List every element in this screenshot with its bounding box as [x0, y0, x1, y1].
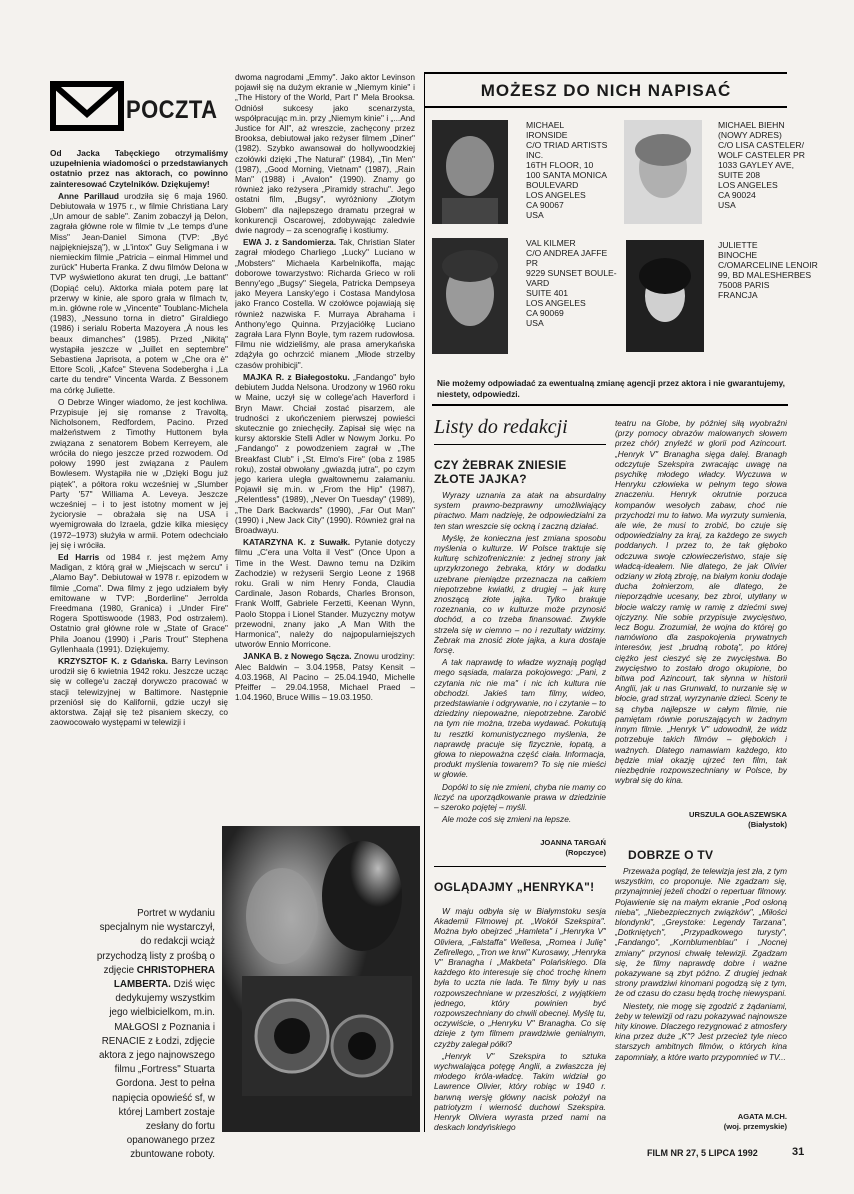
letter-answer: O Debrze Winger wiadomo, że jest kochliwa. Przypisuje jej się romanse z Travoltą, Nicholsonem, Redfordem, Pacino. Przed małżeństwem z Timothy Huttonem była związana z senatorem Bobem Kerreyem, ale wróciła do niego jeszcze przed rozwodem. Od połowy 1990 jest związana z Paulem Bowlesem. Wystąpiła nie w „Dzięki Bogu już piątek", a półtora roku wcześniej w „Slumber Party '57" Williama A. Leveya. Jeszcze wcześniej – i to jest istotny moment w jej życiorysie – obrażała się na USA i wyemigrowała do Izraela, gdzie kilka miesięcy (1972–1973) służyła w armii. Potem odechciało jej się i wróciła.: [50, 396, 228, 550]
article-place: (Ropczyce): [565, 848, 606, 857]
letter-answer: EWA J. z Sandomierza. Tak, Christian Slater zagrał młodego Charlіego „Lucky" Luciano w „Mobsters" Michaela Karbelnikoffa, mając doborowe towarzystwo: Richarda Grieco w roli Benny'ego „Bugsy" Siegela, Patricka Dempseya jako Meyera Lansky'ego i Costasa Mandylosa jako Franco Costella. W czołówce pojawiają się również nazwiska F. Murraya Abrahama i Anthony'ego Quinna. Przyjaciółkę Luciano zagrała Lara Flynn Boyle, tym razem rudowłosa. Filmu nie widzieliśmy, ale prasa amerykańska zdążyła go ochrzcić mianem „Młode strzelby czasów prohibicji".: [235, 237, 415, 370]
actor-photo-ironside: [432, 120, 508, 224]
portrait-icon: [432, 238, 508, 354]
photo-caption: Portret w wydaniu specjalnym nie wystarczył, do redakcji wciąż przychodzą listy z prośbą o zdjęcie CHRISTOPHERA LAMBERTA. Dziś więc dedykujemy wszystkim jego wielbicielkom, m.in. MAŁGOSI z Poznania i RENACIE z Łodzi, zdjęcie aktora z jego najnowszego filmu „Fortress" Stuarta Gordona. Jest to pełna napięcia opowieść sf, w której Lambert zostaje zesłany do fortu opanowanego przez zbuntowane roboty.: [96, 908, 215, 1161]
portrait-icon: [432, 120, 508, 224]
poczta-header: [50, 72, 230, 144]
photo-placeholder-icon: [222, 826, 420, 1132]
horizontal-rule: [434, 866, 606, 867]
letter-answer: dwoma nagrodami „Emmy". Jako aktor Levinson pojawił się na dużym ekranie w „Niemym kinie" i „The History of the World, Part I" Mela Brooksa. Odniósł sukcesy jako scenarzysta, współpracując m.in. przy „Niemym kinie" i „...And Justice for All", aż wreszcie, zachęcony przez Brooksa, debiutował jako reżyser filmem „Diner" (1982). Szybko awansował do hollywoodzkiej czołówki dzięki „The Natural" (1984), „Tin Men" (1987), „Good Morning, Vietnam" (1987), „Rain Man" (1988) i „Avalon" (1990). Znamy go również jako reżysera „Piramidy strachu". Jego ostatni film, „Bugsy", wyróżniony „Złotym Globem" dla najlepszego dramatu przegrał w konkurencji Oscarowej, zdobywając zaledwie dwie nagrody – za scenografię i kostiumy.: [235, 72, 415, 236]
page-number: 31: [792, 1146, 805, 1158]
envelope-icon: [50, 72, 124, 138]
letters-section-title: Listy do redakcji: [434, 416, 568, 438]
portrait-icon: [626, 240, 704, 352]
letter-answer: JANKA B. z Nowego Sącza. Znowu urodziny: Alec Baldwin – 3.04.1958, Patsy Kensit – 4.03.1968, Al Pacino – 25.04.1940, Michelle Pfeiffer – 29.04.1958, Michael Praed – 1.04.1960, Bruce Willis – 19.03.1950.: [235, 651, 415, 703]
column-2: [235, 72, 415, 812]
article-signature: URSZULA GOŁASZEWSKA: [688, 810, 787, 819]
letter-answer: Anne Parillaud urodziła się 6 maja 1960. Debiutowała w 1975 r., w filmie Christiana Lary „Un amour de sable". Zanim zobaczył ją Delon, zagrała główne role w filmie tv „Le temps d'une Miss" Jean-Daniel Simona (TVP: „Być najpiękniejszą"), w „L'intox" Guy Seligmana i w niemieckim filmie „Patricia – einmal Himmel und zurück" Huberta Franka. Z dwu filmów Delona w TVP wyświetlono akurat ten drugi, „Le battant" (Dopiąć celu). Aktorka miała potem parę lat przerwy w kinie, ale sporo grała w filmach tv, m.in. główne role w „Vincente" Toublanc-Michela (1983), „Nessuno torna in dietro" Giraldiego (1986) i serialu Roberta Mazoyera „À nous les beaux dimanches" (1985). Przed „Nikitą" wystąpiła jeszcze w „Juillet en septembre" Sebastiena Japrisota, a potem w „Che ora è" Ettore Scoli, „Kafce" Stevena Sodeberghа i „La carte du tendre" Vincenta Warda. Z Bessonem ma córkę Juliette.: [50, 190, 228, 395]
intro-text: Od Jacka Tabęckiego otrzymaliśmy uzupełnienia wiadomości o przedstawianych ostatnio przez nas aktorach, co powinno zainteresować Czytelników. Dziękujemy!: [50, 148, 228, 189]
actor-photo-kilmer: [432, 238, 508, 354]
article-place: (Białystok): [748, 820, 787, 829]
horizontal-rule: [434, 444, 606, 445]
address-ironside: MICHAEL IRONSIDE C/O TRIAD ARTISTS INC. 16TH FLOOR, 10 100 SANTA MONICA BOULEVARD LOS ANGELES CA 90067 USA: [526, 120, 608, 220]
article-3-body: Przeważa pogląd, że telewizja jest zła, z tym wszystkim, co proponuje. Nie zgadzam się, przynajmniej jeżeli chodzi o repertuar filmowy. Pojawienie się na małym ekranie „Pod osłoną nieba", „Niebezpiecznych związków", „Miłości blondynki", „Greystoke: Legendy Tarzana", „Dotkniętych", „Przypadkowego turysty", „Fandango", „Kornblumenblau" i „Nocnej zmiany" przynosi chwałę telewizji. Zgadzam się, że filmy naprawdę dobre i ważne pokazywane są zbyt późno. Z drugiej jednak strony prawdziwi kinomani pogodzą się z tym, że od czasu do czasu będą trochę niewyspani. Niestety, nie mogę się zgodzić z żądaniami, żeby w telewizji od razu pokazywać najnowsze hity kinowe. Dlaczego rezygnować z atmosfery kina przez duże „K"? Jest przecież tyle nieco starszych ambitnych filmów, o których kina zapomniały, a które warto przypomnieć w TV...: [615, 866, 787, 1062]
actor-photo-biehn: [624, 120, 702, 224]
article-headline: OGLĄDAJMY „HENRYKA"!: [434, 880, 595, 894]
section-title: POCZTA: [126, 96, 218, 124]
article-1-body: Wyrazy uznania za atak na absurdalny system prawno-bezprawny umożliwiający piractwo. Mam nadzieję, że odpowiedzialni za ten stan wreszcie się ockną i zaczną działać. Myślę, że konieczna jest zmiana sposobu myślenia o kulturze. W Polsce traktuje się kulturę schizofrenicznie: z jednej strony jak uprzykrzonego żebraka, który w dodatku uzebrane pieniądze przeznacza na całkiem niepotrzebne kwiatki, z drugiej – jak kurę znoszącą złote jajka. Tylko brakuje rozeznania, co w kulturze może przynosić dochód, a co trzeba finansować. Zwykle strzela się w ciemno – no i rezultaty widzimy. Żebrak ma znosić złote jajka, a kura dostaje forsę. A tak naprawdę to władze wyznają pogląd mego sąsiada, malarza pokojowego: „Pani, z czytania nic nie ma" i nic ich kultura nie obchodzi. Jakieś tam filmy, wideo, przedstawianie i odgrywanie, no i czytanie – to dziedziny niepoważne, niepotrzebne. Zarobić na tym nie można, trzeba wydawać. Pokutują tu resztki komunistycznego myślenia, że naprawdę pracuje się fizycznie, łopatą, a głowa to niepoważna część ciała. Informacja, produkt myślenia towarem? To się nie mieści w głowie. Dopóki to się nie zmieni, chyba nie mamy co liczyć na uporządkowanie prawa w dziedzinie – szeroko pojętej – myśli. Ale może coś się zmieni na lepsze.: [434, 490, 606, 825]
write-to-them-header: MOŻESZ DO NICH NAPISAĆ: [425, 72, 787, 108]
article-2-continued: teatru na Globe, by później siłą wyobraźni (przy pomocy obrazów malowanych słowem przez chór) znyleźć w glorii pod Azincourt. „Henryk V" Branagha sięga dalej. Branagh odczytuje Szekspira zwracając uwagę na psychikę młodego władcy. Wyczuwa w Henryku człowieka w pełnym tego słowa znaczeniu. Henryk okrutnie porzuca kompanów wesołych zabaw, choć nie przychodzi mu to łatwo. Ma wyrzuty sumienia, ale wie, że musi to zrobić, bo czuje się odpowiedzialny za kraj, za każdego ze swych poddanych. I przez to, że tak głęboko odczuwa swoje człowieczeństwo, staje się władcą-ideałem. Nie dlatego, że jak Olivier odziany w złotą zbroję, na białym koniu dodaje ducha żołnierzom, ale dlatego, że nieporządnie ucesany, bez zbroi, utytłany w błocie walczy ramię w ramię z dziećmi swej ojczyzny. Nie sobie przypisuje zwycięstwo, lecz Bogu. Zrozumiał, że wojna do której go namówiono dla zaspokojenia prywatnych interesów, jest „brudną robotą", po której ciężko jest cieszyć się ze zwycięstwa. Bo zwycięstwo to zostało drogo okupione, bo bitwa pod Azincourt, tak słynna w historii Anglii, jak u nas Grunwald, to nurzanie się w błocie, grad strzał, wyrzynanie dzieci. Sceny te są chyba najlepsze w całym filmie, nie pamiętam równie poruszających w żadnym innym filmie. „Henryk V" udowodnił, że widz potrzebuje takich filmów – głębokich i ważnych. Dlatego namawiam każdego, kto będzie miał okazję ujrzeć ten film, tak niezbędnie rozpowszechniany w Polsce, by wybrał się do kina.: [615, 418, 787, 786]
letter-answer: KATARZYNA K. z Suwałk. Pytanie dotyczy filmu „C'era una Volta il Vest" (Once Upon a Time in the West. Dawno temu na Dzikim Zachodzie) w reżyserii Sergio Leone z 1968 roku. Grali w nim Henry Fonda, Claudia Cardinale, Jason Robards, Charles Bronson, Frank Wolff, Gabriele Ferzetti, Keenan Wynn, Paolo Stoppa i Lionel Stander. Muzyczny motyw przewodni, znany jako „A Man With the Harmonica", należy do najpopularniejszych utworów Ennio Morricone.: [235, 537, 415, 650]
address-kilmer: VAL KILMER C/O ANDREA JAFFE PR 9229 SUNSET BOULE- VARD SUITE 401 LOS ANGELES CA 90069 USA: [526, 238, 617, 328]
horizontal-rule: [432, 404, 788, 406]
article-place: (woj. przemyskie): [723, 1122, 787, 1131]
letter-answer: KRZYSZTOF K. z Gdańska. Barry Levinson urodził się 6 kwietnia 1942 roku. Jeszcze ucząc się w college'u zaczął dorywczo pracować w stacji telewizyjnej w Baltimore. Następnie przeniósł się do Kalifornii, gdzie uczył się aktorstwa. Zajął się też pisaniem skeczy, co zaowocowało występami w telewizji i: [50, 655, 228, 728]
article-headline: DOBRZE O TV: [628, 848, 714, 862]
article-2-body: W maju odbyła się w Białymstoku sesja Akademii Filmowej pt. „Wokół Szekspira". Można było obejrzeć „Hamleta" i „Henryka V" Oliviera, „Falstaffa" Wellesa, „Romea i Julię" Zefirellego, „Tron we krwi" Kurosawy, „Henryka V" Branagha i „Makbeta" Polańskiego. Dla każdego kto interesuje się choć trochę kinem była to uczta nie lada. Te filmy były u nas rozpowszechniane w przeszłości, z wyjątkiem jednego, który powinien być rozpowszechniany do chwili obecnej. Myślę tu, oczywiście, o „Henryku V" Branagha. Co się dzieje z tym filmem prawdziwie genialnym, czyżby zalegał półki? „Henryk V" Szekspira to sztuka wychwalająca potęgę Anglii, a zwłaszcza jej młodego króla-władcę. Takim widział go Lawrence Olivier, który robiąc w 1940 r. barwną wersję główny nacisk położył na patriotyzm i wierność duchowi Szekspira. Henryk Oliviera wyrasta przed nami na deskach londyńskiego: [434, 906, 606, 1133]
letter-answer: MAJKA R. z Białegostoku. „Fandango" było debiutem Judda Nelsona. Urodzony w 1960 roku w Maine, uczył się w college'ach Haverford i Bryn Mawr. Chciał zostać pisarzem, ale trudności z ukończeniem pierwszej powieści skutecznie go zniechęciły. Zapisał się więc na kursy aktorskie Stelli Adler w Nowym Jorku. Po „Fandango" z powodzeniem zagrał w „The Breakfast Club" i „St. Elmo's Fire" (oba z 1985 roku), został obwołany „gwiazdą jutra", po czym jego kariera uległa gwałtownemu załamaniu. Pojawił się m.in. w „From the Hip" (1987), „Relentless" (1989), „Never On Tuesday" (1989), „The Dark Backwards" (1990), „Far Out Man" (1990) i „New Jack City" (1990). Również grał na Broadwayu.: [235, 371, 415, 535]
article-headline: CZY ŻEBRAK ZNIESIE ZŁOTE JAJKA?: [434, 458, 567, 486]
vertical-rule: [424, 72, 425, 1132]
address-biehn: MICHAEL BIEHN (NOWY ADRES) C/O LISA CASTELER/ WOLF CASTELER PR 1033 GAYLEY AVE, SUITE 208 LOS ANGELES CA 90024 USA: [718, 120, 805, 210]
actor-photo-binoche: [626, 240, 704, 352]
portrait-icon: [624, 120, 702, 224]
letter-answer: Ed Harris od 1984 r. jest mężem Amy Madigan, z którą grał w „Miejscach w sercu" i „Alamo Bay". Debiutował w 1978 r. epizodem w filmie „Coma". Dwa filmy z jego udziałem były emitowane w TVP: „Borderline" Jerrolda Freedmana (1980, Granica) i „Under Fire" Rogera Spottiswoode (1983, Pod ostrzałem). Ostatnio grał główne role w „State of Grace" Phila Joanou (1990) i „Paris Trout" Stephena Gyllenhaala (1991). Dziękujemy.: [50, 551, 228, 654]
column-1: [50, 148, 228, 808]
article-signature: JOANNA TARGAŃ: [540, 838, 606, 847]
disclaimer: Nie możemy odpowiadać za ewentualną zmianę agencji przez aktora i nie gwarantujemy, niestety, odpowiedzi.: [437, 378, 785, 399]
lambert-photo: [222, 826, 420, 1132]
address-binoche: JULIETTE BINOCHE C/OMARCELINE LENOIR 99, BD MALESHERBES 75008 PARIS FRANCJA: [718, 240, 818, 300]
issue-info: FILM NR 27, 5 LIPCA 1992: [647, 1148, 758, 1158]
article-signature: AGATA M.CH.: [737, 1112, 787, 1121]
